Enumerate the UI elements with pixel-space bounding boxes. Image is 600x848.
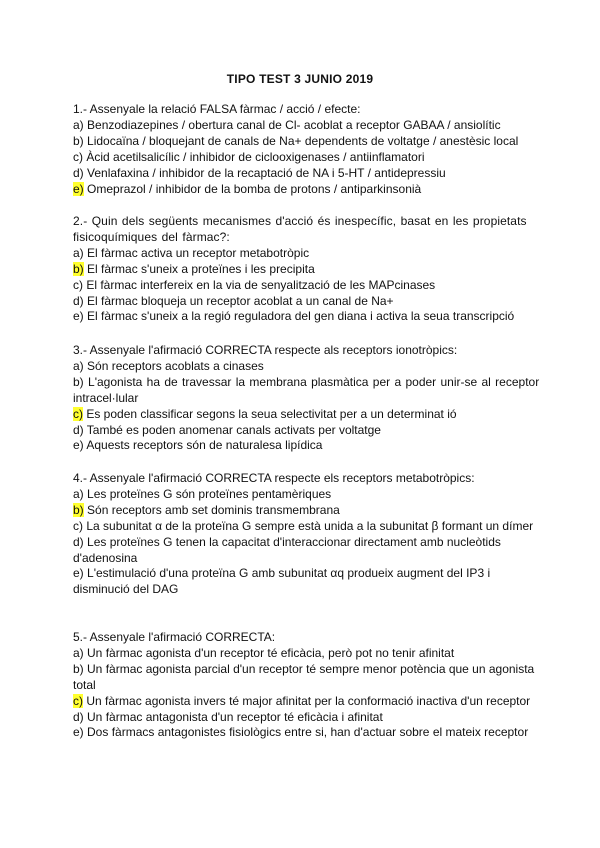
question-stem: 2.- Quin dels següents mecanismes d'acció és inespecífic, basat en les propietats fisicoquímiques del fàrmac?:: [73, 214, 527, 244]
option-text: El fàrmac bloqueja un receptor acoblat a un canal de Na+: [87, 293, 394, 308]
option-text: Les proteïnes G són proteïnes pentamèriques: [87, 486, 332, 501]
option-d: [73, 294, 543, 310]
option-letter: e): [73, 725, 84, 740]
option-a: [73, 487, 543, 503]
option-e-answer: [73, 182, 543, 198]
option-text: La subunitat α de la proteïna G sempre està unida a la subunitat β formant un dímer: [86, 518, 534, 533]
option-text: Les proteïnes G tenen la capacitat d'interaccionar directament amb nucleòtids d'adenosina: [73, 534, 501, 565]
option-text: Aquests receptors són de naturalesa lipídica: [86, 438, 323, 453]
answer-highlight: b): [73, 502, 84, 517]
option-text: Es poden classificar segons la seua selectivitat per a un determinat ió: [86, 406, 457, 421]
option-e: [73, 309, 543, 325]
answer-highlight: e): [73, 181, 84, 196]
option-text: Un fàrmac agonista parcial d'un receptor té sempre menor potència que un agonista total: [73, 661, 535, 692]
option-c-answer: [73, 407, 543, 423]
question-stem: 5.- Assenyale l'afirmació CORRECTA:: [73, 630, 276, 644]
option-letter: d): [73, 165, 84, 180]
option-letter: b): [73, 374, 84, 389]
option-b-answer: [73, 503, 543, 519]
option-d: [73, 166, 543, 182]
option-letter: d): [73, 709, 84, 724]
option-text: El fàrmac interfereix en la via de senyalització de les MAPcinases: [86, 277, 436, 292]
option-e: [73, 438, 543, 454]
option-c: [73, 278, 543, 294]
option-a: [73, 118, 543, 134]
question-1: [73, 102, 543, 197]
option-letter: d): [73, 293, 84, 308]
option-letter: c): [73, 518, 83, 533]
option-letter: c): [73, 277, 83, 292]
option-b-answer: [73, 262, 543, 278]
option-text: Omeprazol / inhibidor de la bomba de protons / antiparkinsonià: [87, 181, 422, 196]
page-title: TIPO TEST 3 JUNIO 2019: [226, 72, 374, 86]
option-letter: d): [73, 534, 84, 549]
question-5: [73, 630, 543, 741]
option-text: Un fàrmac agonista d'un receptor té eficàcia, però pot no tenir afinitat: [87, 645, 455, 660]
option-text: Són receptors acoblats a cinases: [87, 358, 264, 373]
question-stem: 4.- Assenyale l'afirmació CORRECTA respecte els receptors metabotròpics:: [73, 471, 475, 485]
answer-highlight: b): [73, 261, 84, 276]
question-stem: 3.- Assenyale l'afirmació CORRECTA respecte als receptors ionotròpics:: [73, 343, 458, 357]
option-letter: e): [73, 309, 84, 324]
answer-highlight: c): [73, 406, 83, 421]
option-b: [73, 134, 543, 150]
option-text: Un fàrmac agonista invers té major afinitat per la conformació inactiva d'un receptor: [86, 693, 531, 708]
option-e: [73, 566, 543, 598]
option-b: [73, 662, 543, 694]
option-text: L'agonista ha de travessar la membrana plasmàtica per a poder unir-se al receptor intracel·lular: [73, 374, 540, 405]
option-text: També es poden anomenar canals activats per voltatge: [86, 422, 381, 437]
option-e: [73, 725, 543, 741]
option-text: Benzodiazepines / obertura canal de Cl- acoblat a receptor GABAA / ansiolític: [87, 117, 501, 132]
question-3: [73, 343, 543, 454]
option-text: El fàrmac activa un receptor metabotròpic: [87, 245, 310, 260]
question-2: [73, 214, 543, 325]
option-c: [73, 150, 543, 166]
option-letter: b): [73, 661, 84, 676]
option-letter: a): [73, 358, 84, 373]
option-text: Un fàrmac antagonista d'un receptor té eficàcia i afinitat: [87, 709, 383, 724]
option-text: Venlafaxina / inhibidor de la recaptació de NA i 5-HT / antidepressiu: [87, 165, 446, 180]
option-letter: a): [73, 486, 84, 501]
option-text: Són receptors amb set dominis transmembrana: [87, 502, 340, 517]
option-text: L'estimulació d'una proteïna G amb subunitat αq produeix augment del IP3 i disminució del DAG: [73, 566, 491, 597]
question-4: [73, 471, 543, 598]
option-text: El fàrmac s'uneix a la regió reguladora del gen diana i activa la seua transcripció: [87, 309, 515, 324]
option-a: [73, 646, 543, 662]
option-text: El fàrmac s'uneix a proteïnes i les precipita: [87, 261, 315, 276]
option-c-answer: [73, 694, 543, 710]
option-d: [73, 423, 543, 439]
option-letter: e): [73, 438, 84, 453]
option-letter: c): [73, 149, 83, 164]
option-letter: d): [73, 422, 84, 437]
option-letter: e): [73, 566, 84, 581]
option-text: Àcid acetilsalicílic / inhibidor de ciclooxigenases / antiinflamatori: [86, 149, 425, 164]
question-stem: 1.- Assenyale la relació FALSA fàrmac / acció / efecte:: [73, 102, 361, 116]
option-letter: a): [73, 245, 84, 260]
option-b: [73, 375, 543, 407]
option-letter: b): [73, 133, 84, 148]
answer-highlight: c): [73, 693, 83, 708]
option-letter: a): [73, 117, 84, 132]
option-a: [73, 359, 543, 375]
option-a: [73, 246, 543, 262]
option-d: [73, 535, 543, 567]
option-d: [73, 710, 543, 726]
option-letter: a): [73, 645, 84, 660]
option-c: [73, 519, 543, 535]
option-text: Dos fàrmacs antagonistes fisiològics entre si, han d'actuar sobre el mateix receptor: [87, 725, 529, 740]
option-text: Lidocaïna / bloquejant de canals de Na+ dependents de voltatge / anestèsic local: [87, 133, 519, 148]
